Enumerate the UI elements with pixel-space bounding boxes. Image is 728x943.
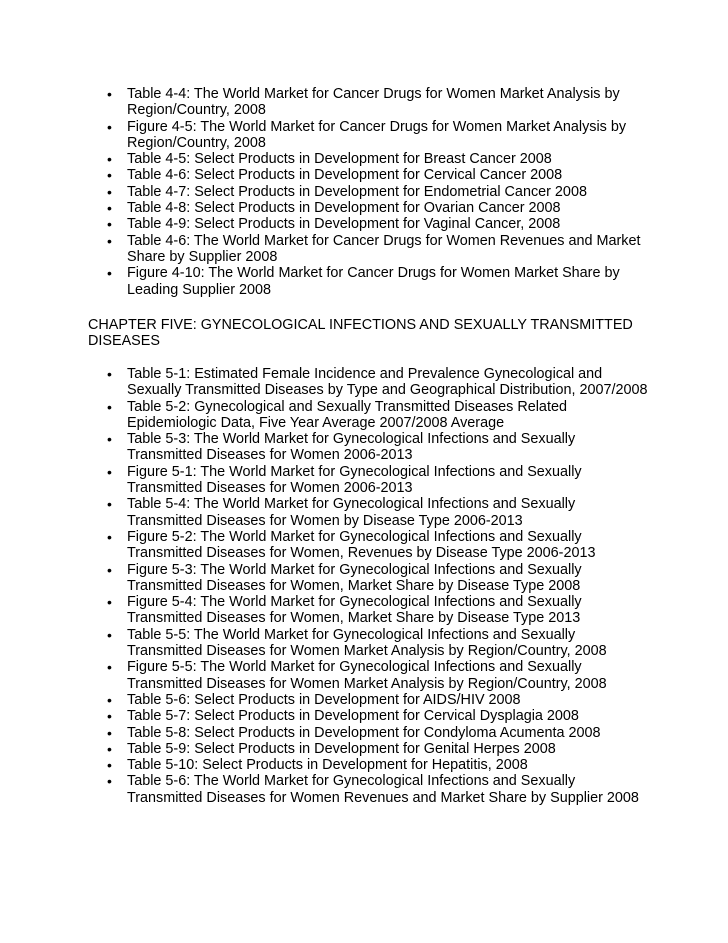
chapter-four-list bbox=[0, 86, 652, 298]
list-item bbox=[0, 692, 652, 708]
bullet-icon: • bbox=[107, 118, 112, 135]
list-item-text: Table 5-2: Gynecological and Sexually Transmitted Diseases Related Epidemiologic Data, Five Year Average 2007/2008 Average bbox=[127, 398, 567, 431]
list-item bbox=[0, 725, 652, 741]
bullet-icon: • bbox=[107, 740, 112, 757]
list-item-text: Figure 5-5: The World Market for Gynecological Infections and Sexually Transmitted Diseases for Women Market Analysis by Region/Country, 2008 bbox=[127, 659, 607, 692]
bullet-icon: • bbox=[107, 528, 112, 545]
bullet-icon: • bbox=[107, 167, 112, 184]
list-item-text: Figure 5-2: The World Market for Gynecological Infections and Sexually Transmitted Diseases for Women, Revenues by Disease Type 2006-2013 bbox=[127, 528, 596, 562]
list-item bbox=[0, 119, 652, 152]
chapter-five-list bbox=[0, 366, 652, 806]
list-item bbox=[0, 562, 652, 595]
list-item bbox=[0, 399, 652, 432]
bullet-icon: • bbox=[107, 626, 112, 643]
list-item bbox=[0, 366, 652, 399]
list-item-text: Figure 5-4: The World Market for Gynecological Infections and Sexually Transmitted Diseases for Women, Market Share by Disease Type 2013 bbox=[127, 594, 582, 627]
bullet-icon: • bbox=[107, 366, 112, 382]
list-item-text: Table 5-3: The World Market for Gynecological Infections and Sexually Transmitted Diseases for Women 2006-2013 bbox=[127, 431, 576, 464]
list-item bbox=[0, 431, 652, 464]
list-item-text: Table 5-4: The World Market for Gynecological Infections and Sexually Transmitted Diseases for Women by Disease Type 2006-2013 bbox=[127, 496, 576, 529]
list-item-text: Table 5-6: Select Products in Development for AIDS/HIV 2008 bbox=[127, 691, 521, 708]
bullet-icon: • bbox=[107, 691, 112, 708]
list-item bbox=[0, 773, 652, 806]
list-item bbox=[0, 184, 652, 200]
list-item-text: Table 5-6: The World Market for Gynecological Infections and Sexually Transmitted Diseases for Women Revenues and Market Share by Supplier 2008 bbox=[127, 773, 639, 806]
bullet-icon: • bbox=[107, 151, 112, 168]
bullet-icon: • bbox=[107, 431, 112, 448]
list-item bbox=[0, 86, 652, 119]
list-item bbox=[0, 594, 652, 627]
list-item-text: Table 5-10: Select Products in Development for Hepatitis, 2008 bbox=[127, 757, 528, 774]
list-item-text: Table 5-8: Select Products in Development for Condyloma Acumenta 2008 bbox=[127, 724, 601, 741]
bullet-icon: • bbox=[107, 265, 112, 282]
list-item-text: Table 5-7: Select Products in Development for Cervical Dysplagia 2008 bbox=[127, 708, 579, 725]
bullet-icon: • bbox=[107, 757, 112, 774]
list-item-text: Table 4-8: Select Products in Development for Ovarian Cancer 2008 bbox=[127, 200, 561, 217]
list-item-text: Table 5-9: Select Products in Development for Genital Herpes 2008 bbox=[127, 740, 556, 757]
list-item bbox=[0, 496, 652, 529]
bullet-icon: • bbox=[107, 594, 112, 611]
list-item bbox=[0, 151, 652, 167]
bullet-icon: • bbox=[107, 398, 112, 415]
list-item bbox=[0, 464, 652, 497]
list-item bbox=[0, 265, 652, 298]
list-item-text: Figure 5-3: The World Market for Gynecological Infections and Sexually Transmitted Diseases for Women, Market Share by Disease Type 2008 bbox=[127, 561, 582, 594]
bullet-icon: • bbox=[107, 724, 112, 741]
list-item bbox=[0, 529, 652, 562]
list-item bbox=[0, 708, 652, 724]
list-item bbox=[0, 200, 652, 216]
list-item-text: Table 5-1: Estimated Female Incidence and Prevalence Gynecological and Sexually Transmitted Diseases by Type and Geographical Distribution, 2007/2008 bbox=[127, 366, 648, 399]
list-item-text: Figure 4-5: The World Market for Cancer Drugs for Women Market Analysis by Region/Country, 2008 bbox=[127, 118, 627, 151]
bullet-icon: • bbox=[107, 773, 112, 790]
list-item bbox=[0, 167, 652, 183]
list-item-text: Figure 5-1: The World Market for Gynecological Infections and Sexually Transmitted Diseases for Women 2006-2013 bbox=[127, 463, 582, 497]
list-item bbox=[0, 216, 652, 232]
bullet-icon: • bbox=[107, 463, 112, 480]
bullet-icon: • bbox=[107, 86, 112, 102]
bullet-icon: • bbox=[107, 183, 112, 200]
list-item-text: Table 4-4: The World Market for Cancer Drugs for Women Market Analysis by Region/Country, 2008 bbox=[127, 86, 620, 119]
list-item-text: Table 4-6: Select Products in Development for Cervical Cancer 2008 bbox=[127, 167, 563, 184]
chapter-five-heading: CHAPTER FIVE: GYNECOLOGICAL INFECTIONS AND SEXUALLY TRANSMITTED DISEASES bbox=[88, 317, 633, 350]
list-item-text: Table 4-9: Select Products in Development for Vaginal Cancer, 2008 bbox=[127, 216, 561, 233]
bullet-icon: • bbox=[107, 659, 112, 676]
list-item-text: Table 4-7: Select Products in Development for Endometrial Cancer 2008 bbox=[127, 183, 587, 200]
list-item bbox=[0, 627, 652, 660]
list-item bbox=[0, 659, 652, 692]
list-item-text: Table 4-5: Select Products in Development for Breast Cancer 2008 bbox=[127, 151, 552, 168]
list-item-text: Table 4-6: The World Market for Cancer Drugs for Women Revenues and Market Share by Supplier 2008 bbox=[127, 232, 641, 265]
list-item bbox=[0, 757, 652, 773]
bullet-icon: • bbox=[107, 200, 112, 217]
bullet-icon: • bbox=[107, 216, 112, 233]
list-item-text: Table 5-5: The World Market for Gynecological Infections and Sexually Transmitted Diseases for Women Market Analysis by Region/Country, 2008 bbox=[127, 626, 607, 660]
list-item bbox=[0, 233, 652, 266]
bullet-icon: • bbox=[107, 708, 112, 725]
bullet-icon: • bbox=[107, 232, 112, 249]
list-item bbox=[0, 741, 652, 757]
list-item-text: Figure 4-10: The World Market for Cancer Drugs for Women Market Share by Leading Supplier 2008 bbox=[127, 265, 620, 298]
bullet-icon: • bbox=[107, 561, 112, 578]
bullet-icon: • bbox=[107, 496, 112, 513]
